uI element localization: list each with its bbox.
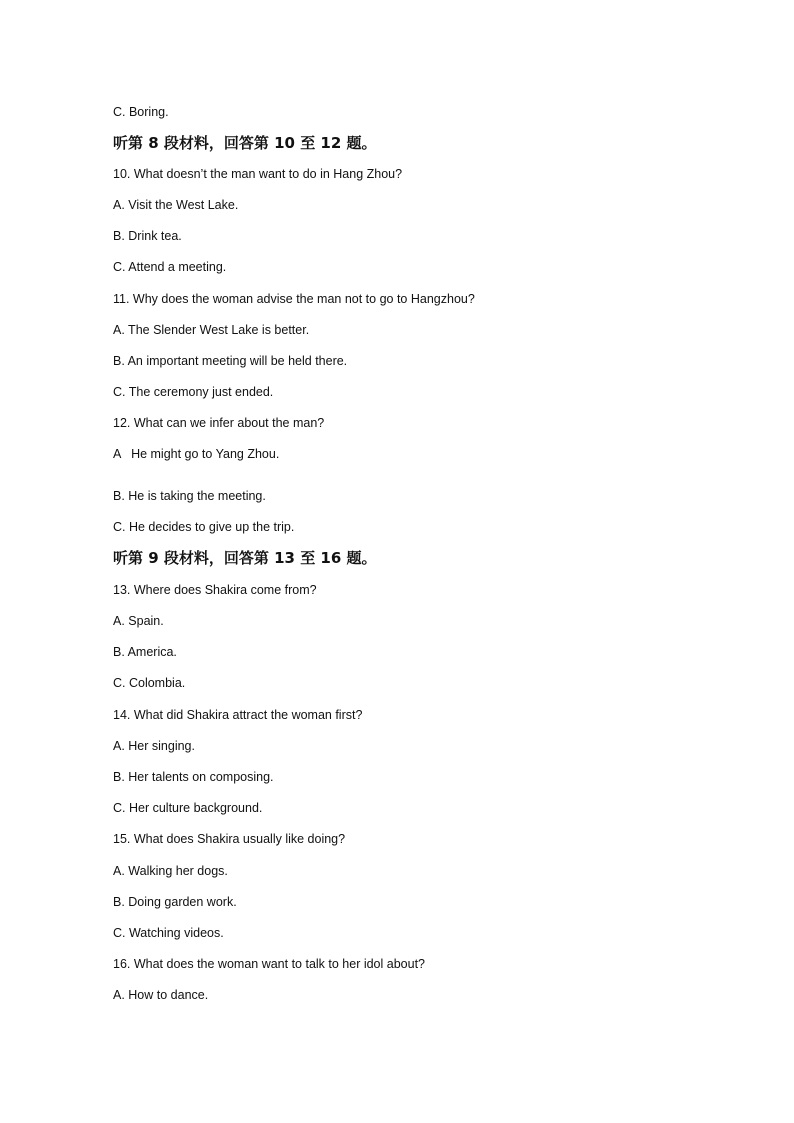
section-heading-8: 听第 8 段材料，回答第 10 至 12 题。 (113, 134, 377, 152)
option-13c: C. Colombia. (113, 676, 186, 690)
option-13b: B. America. (113, 645, 177, 659)
option-10b: B. Drink tea. (113, 229, 182, 243)
option-13a: A. Spain. (113, 614, 164, 628)
question-16: 16. What does the woman want to talk to her idol about? (113, 957, 425, 971)
option-14b: B. Her talents on composing. (113, 770, 274, 784)
question-12: 12. What can we infer about the man? (113, 416, 325, 430)
question-15: 15. What does Shakira usually like doing? (113, 832, 346, 846)
option-16a: A. How to dance. (113, 988, 209, 1002)
option-9c: C. Boring. (113, 105, 169, 119)
option-12b: B. He is taking the meeting. (113, 489, 266, 503)
option-14c: C. Her culture background. (113, 801, 263, 815)
option-12a: A He might go to Yang Zhou. (113, 447, 280, 461)
option-15c: C. Watching videos. (113, 926, 224, 940)
section-heading-9: 听第 9 段材料，回答第 13 至 16 题。 (113, 549, 377, 567)
question-11: 11. Why does the woman advise the man not to go to Hangzhou? (113, 292, 475, 306)
option-11a: A. The Slender West Lake is better. (113, 323, 310, 337)
option-10a: A. Visit the West Lake. (113, 198, 239, 212)
option-12c: C. He decides to give up the trip. (113, 520, 295, 534)
option-15b: B. Doing garden work. (113, 895, 237, 909)
option-15a: A. Walking her dogs. (113, 864, 228, 878)
option-11c: C. The ceremony just ended. (113, 385, 274, 399)
option-11b: B. An important meeting will be held there. (113, 354, 348, 368)
option-10c: C. Attend a meeting. (113, 260, 227, 274)
option-14a: A. Her singing. (113, 739, 195, 753)
question-13: 13. Where does Shakira come from? (113, 583, 317, 597)
question-10: 10. What doesn’t the man want to do in Hang Zhou? (113, 167, 403, 181)
question-14: 14. What did Shakira attract the woman first? (113, 708, 363, 722)
